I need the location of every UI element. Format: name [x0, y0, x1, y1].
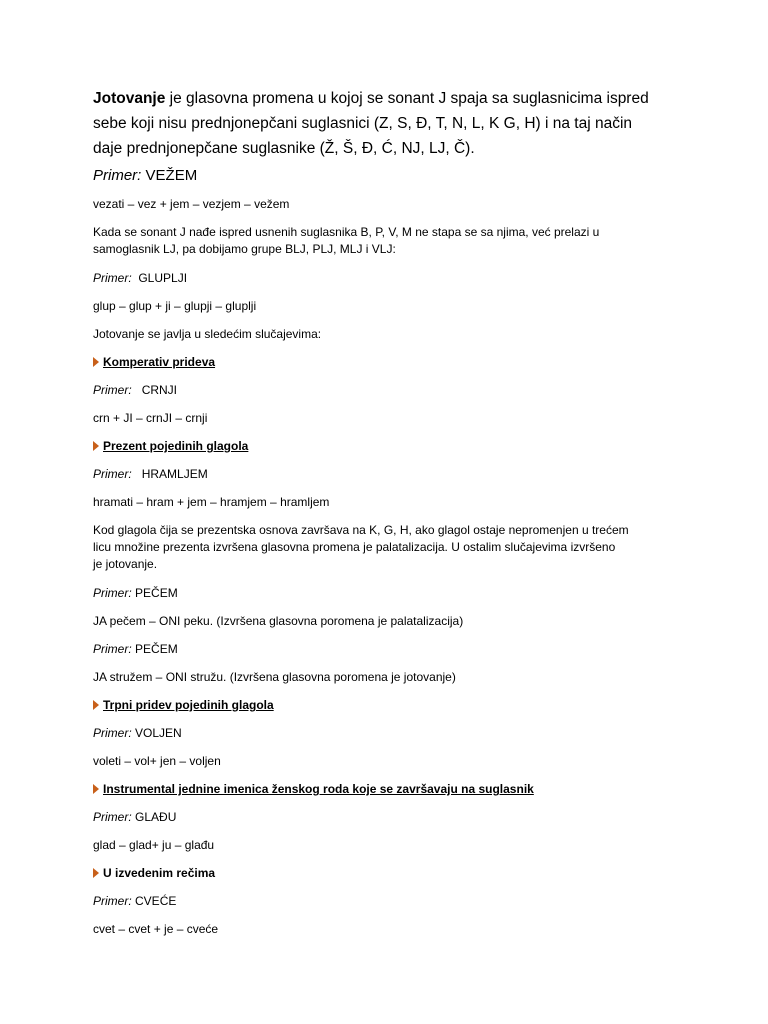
labial-paragraph: [93, 224, 713, 258]
derivation-vezem: vezati – vez + jem – vezjem – vežem: [93, 197, 290, 211]
derivation-crnji: crn + JI – crnJI – crnji: [93, 411, 208, 425]
derivation-voljen: voleti – vol+ jen – voljen: [93, 754, 221, 768]
example-vezem: [93, 167, 713, 184]
example-gladu: Primer: GLAĐU: [93, 810, 177, 824]
example-pecem-2: Primer: PEČEM: [93, 642, 178, 656]
section-heading-izvedene: U izvedenim rečima: [93, 865, 713, 881]
example-pecem: Primer: PEČEM: [93, 586, 178, 600]
labial-line2: samoglasnik LJ, pa dobijamo grupe BLJ, PLJ, MLJ i VLJ:: [93, 242, 396, 256]
derivation-hramljem: hramati – hram + jem – hramjem – hramljem: [93, 495, 330, 509]
kgh-line1: Kod glagola čija se prezentska osnova završava na K, G, H, ako glagol ostaje nepromenjen u trećem: [93, 523, 629, 537]
derivation-cvece: cvet – cvet + je – cveće: [93, 922, 219, 936]
example-cvece: Primer: CVEĆE: [93, 894, 177, 908]
kgh-line2: licu množine prezenta izvršena glasovna promena je palatalizacija. U ostalim slučajevima izvršeno: [93, 540, 616, 554]
labial-line1: Kada se sonant J nađe ispred usnenih suglasnika B, P, V, M ne stapa se sa njima, već prelazi u: [93, 225, 600, 239]
example-label: Primer:: [93, 271, 132, 285]
kgh-line3: je jotovanje.: [93, 557, 158, 571]
bullet-arrow-icon: [93, 784, 99, 794]
example-hramljem: Primer: HRAMLJEM: [93, 467, 208, 481]
section-heading-komperativ: Komperativ prideva: [93, 354, 713, 370]
section-heading-instrumental: Instrumental jednine imenica ženskog roda koje se završavaju na suglasnik: [93, 781, 713, 797]
example-word: VEŽEM: [145, 167, 198, 184]
sentence-pecem: JA pečem – ONI peku. (Izvršena glasovna poromena je palatalizacija): [93, 614, 464, 628]
derivation-gluplji: glup – glup + ji – glupji – gluplji: [93, 299, 257, 313]
example-gluplji: [93, 270, 713, 286]
kgh-paragraph: [93, 522, 713, 573]
example-voljen: Primer: VOLJEN: [93, 726, 182, 740]
sentence-struzem: JA stružem – ONI stružu. (Izvršena glasovna poromena je jotovanje): [93, 670, 456, 684]
intro-term: Jotovanje: [93, 90, 166, 107]
example-label: Primer:: [93, 167, 142, 184]
intro-line3: daje prednjonepčane suglasnike (Ž, Š, Đ, Ć, NJ, LJ, Č).: [93, 140, 475, 157]
cases-intro: Jotovanje se javlja u sledećim slučajevima:: [93, 327, 322, 341]
bullet-arrow-icon: [93, 700, 99, 710]
bullet-arrow-icon: [93, 357, 99, 367]
intro-line2: sebe koji nisu prednjonepčani suglasnici (Z, S, Đ, T, N, L, K G, H) i na taj način: [93, 115, 633, 132]
intro-paragraph: [93, 86, 713, 161]
example-word: GLUPLJI: [138, 271, 188, 285]
document-page: [93, 86, 713, 937]
section-heading-prezent: Prezent pojedinih glagola: [93, 438, 713, 454]
bullet-arrow-icon: [93, 441, 99, 451]
bullet-arrow-icon: [93, 868, 99, 878]
derivation-gladu: glad – glad+ ju – glađu: [93, 838, 215, 852]
intro-line1: je glasovna promena u kojoj se sonant J spaja sa suglasnicima ispred: [165, 90, 649, 107]
example-crnji: Primer: CRNJI: [93, 383, 178, 397]
section-heading-trpni: Trpni pridev pojedinih glagola: [93, 697, 713, 713]
